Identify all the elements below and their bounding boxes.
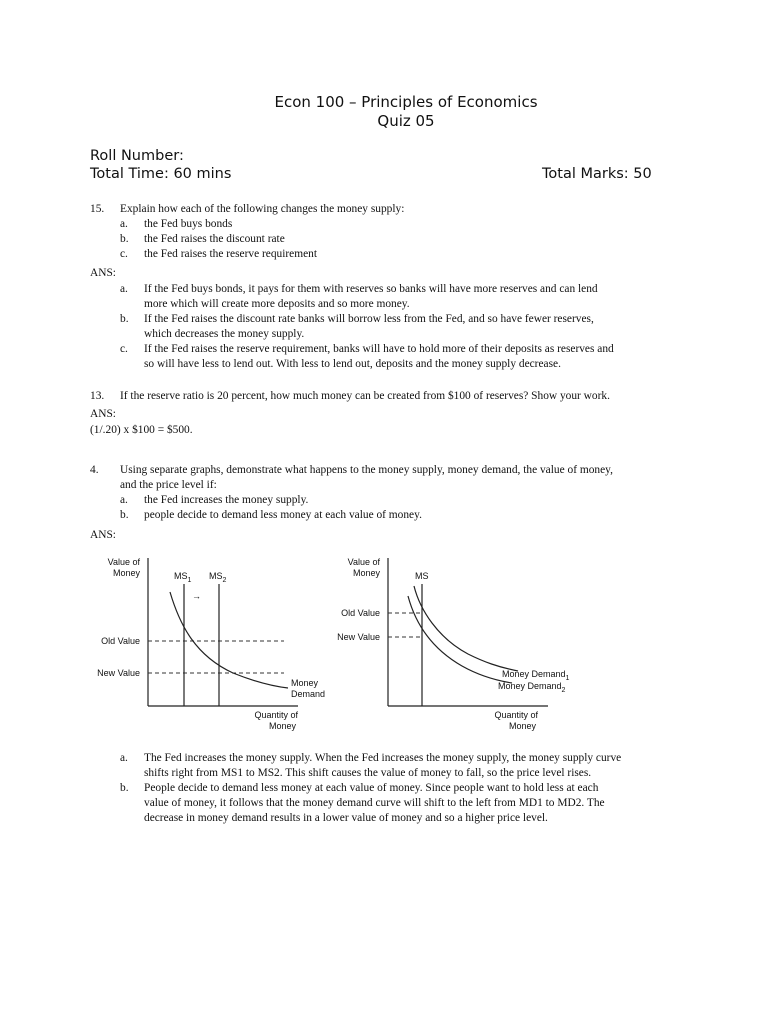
q15-answer-marker: b. — [120, 313, 129, 325]
g1-ms2-label: $MS_2$ — [209, 571, 227, 584]
g1-ytick-old: Old Value — [101, 636, 140, 646]
g1-xlabel: Quantity of — [254, 710, 298, 720]
course-title: Econ 100 – Principles of Economics — [274, 93, 538, 111]
q15-answer-line: If the Fed buys bonds, it pays for them with reserves so banks will have more reserves and can lend — [144, 283, 598, 295]
q4-option: people decide to demand less money at each value of money. — [144, 509, 422, 521]
q4-option: the Fed increases the money supply. — [144, 494, 309, 506]
g1-shift-arrow: → — [192, 591, 201, 601]
q15-answer-line: If the Fed raises the reserve requirement, banks will have to hold more of their deposits as reserves and — [144, 343, 614, 355]
g1-ms1-label: $MS_1$ — [174, 571, 192, 584]
q15-answer-marker: c. — [120, 343, 128, 355]
g2-ytick-old: Old Value — [341, 608, 380, 618]
g1-demand-label: Demand — [291, 689, 326, 699]
q15-number: 15. — [90, 203, 105, 215]
g2-ylabel: Money — [352, 568, 380, 578]
g1-ylabel: Money — [112, 568, 140, 578]
q13-number: 13. — [90, 390, 105, 402]
money-graphs — [88, 548, 668, 738]
q4-answer-line: The Fed increases the money supply. When the Fed increases the money supply, the money supply curve — [144, 752, 622, 764]
q15-ans-label: ANS: — [90, 267, 116, 279]
q4-answer-marker: b. — [120, 782, 129, 794]
q4-answer-line: shifts right from MS1 to MS2. This shift causes the value of money to fall, so the price level rises. — [144, 767, 592, 779]
quiz-title: Quiz 05 — [377, 112, 435, 130]
q4-ans-label: ANS: — [90, 529, 116, 541]
g2-ms-label: MS — [415, 571, 429, 581]
q4-number: 4. — [90, 464, 99, 476]
q15-option: the Fed raises the discount rate — [144, 233, 285, 245]
g1-ylabel: Value of — [107, 557, 140, 567]
total-marks-label: Total Marks: 50 — [542, 166, 652, 182]
g1-demand-label: Money — [291, 678, 319, 688]
g1-ytick-new: New Value — [97, 668, 140, 678]
q13-text: If the reserve ratio is 20 percent, how much money can be created from $100 of reserves? Show your work. — [120, 390, 610, 402]
q15-option: the Fed buys bonds — [144, 218, 233, 230]
q4-option-marker: b. — [120, 509, 129, 521]
q4-answer-marker: a. — [120, 752, 128, 764]
q15-option-marker: b. — [120, 233, 129, 245]
g1-xlabel: Money — [268, 721, 296, 731]
q15-answer-line: more which will create more deposits and so more money. — [144, 298, 410, 310]
q15-answer-marker: a. — [120, 283, 128, 295]
roll-number-label: Roll Number: — [90, 148, 184, 164]
q15-option-marker: a. — [120, 218, 128, 230]
q4-option-marker: a. — [120, 494, 128, 506]
q15-answer-line: so will have less to lend out. With less to lend out, deposits and the money supply decrease. — [144, 358, 561, 370]
q4-answer-line: People decide to demand less money at each value of money. Since people want to hold less at each — [144, 782, 599, 794]
q4-answer-line: value of money, it follows that the money demand curve will shift to the left from MD1 to MD2. The — [144, 797, 605, 809]
q13-ans-label: ANS: — [90, 408, 116, 420]
q15-answer-line: If the Fed raises the discount rate banks will borrow less from the Fed, and so have fewer reserves, — [144, 313, 594, 325]
g2-md2-label: Money Demand$_2$ — [498, 681, 566, 694]
q4-text: Using separate graphs, demonstrate what happens to the money supply, money demand, the value of money, — [120, 464, 613, 476]
g2-md1-label: Money Demand$_1$ — [502, 669, 570, 682]
g2-ytick-new: New Value — [337, 632, 380, 642]
q13-answer: (1/.20) x $100 = $500. — [90, 424, 193, 436]
total-time-label: Total Time: 60 mins — [90, 166, 232, 182]
g2-ylabel: Value of — [347, 557, 380, 567]
g2-xlabel: Money — [508, 721, 536, 731]
g2-xlabel: Quantity of — [494, 710, 538, 720]
q15-answer-line: which decreases the money supply. — [144, 328, 305, 340]
q15-option: the Fed raises the reserve requirement — [144, 248, 318, 260]
q15-text: Explain how each of the following changes the money supply: — [120, 203, 405, 215]
q4-answer-line: decrease in money demand results in a lower value of money and so a higher price level. — [144, 812, 548, 824]
q4-text: and the price level if: — [120, 479, 217, 491]
q15-option-marker: c. — [120, 248, 128, 260]
